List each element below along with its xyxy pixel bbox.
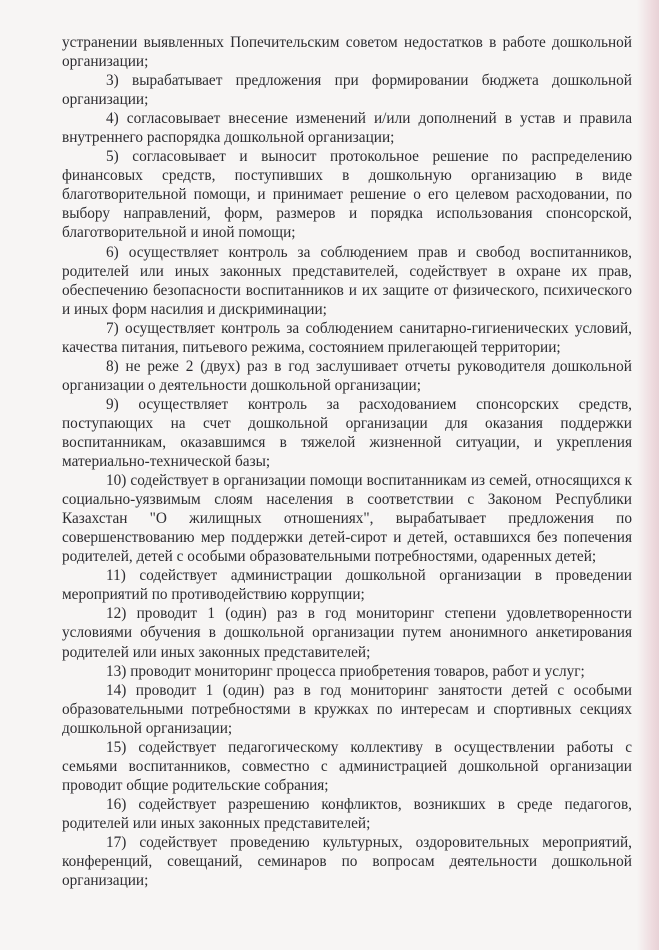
list-item-17: 17) содействует проведению культурных, оздоровительных мероприятий, конференций, совещаний, семинаров по вопросам деятельности дошкольной организации; [62,833,632,890]
list-item-16: 16) содействует разрешению конфликтов, возникших в среде педагогов, родителей или иных законных представителей; [62,795,632,832]
paragraph-continuation: устранении выявленных Попечительским советом недостатков в работе дошкольной организации; [62,34,632,71]
list-item-5: 5) согласовывает и выносит протокольное решение по распределению финансовых средств, поступивших в дошкольную организацию в виде благотворительной помощи, и принимает решение о его целевом расходовании, по выбору направлений, форм, размеров и порядка использования спонсорской, благотворительной и иной помощи; [62,148,632,242]
list-item-11: 11) содействует администрации дошкольной организации в проведении мероприятий по противодействию коррупции; [62,567,632,604]
list-item-10: 10) содействует в организации помощи воспитанникам из семей, относящихся к социально-уязвимым слоям населения в соответствии с Законом Республики Казахстан "О жилищных отношениях", вырабатывает предложения по совершенствованию мер поддержки детей-сирот и детей, оставшихся без попечения родителей, детей с особыми образовательными потребностями, одаренных детей; [62,472,632,566]
document-body [62,33,632,890]
list-item-15: 15) содействует педагогическому коллективу в осуществлении работы с семьями воспитанников, совместно с администрацией дошкольной организации проводит общие родительские собрания; [62,738,632,794]
list-item-9: 9) осуществляет контроль за расходованием спонсорских средств, поступающих на счет дошкольной организации для оказания поддержки воспитанникам, оказавшимся в тяжелой жизненной ситуации, и укрепления материально-технической базы; [62,395,632,471]
list-item-6: 6) осуществляет контроль за соблюдением прав и свобод воспитанников, родителей или иных законных представителей, содействует в охране их прав, обеспечению безопасности воспитанников и их защите от физического, психического и иных форм насилия и дискриминации; [62,243,632,318]
list-item-12: 12) проводит 1 (один) раз в год мониторинг степени удовлетворенности условиями обучения в дошкольной организации путем анонимного анкетирования родителей или иных законных представителей; [62,605,632,661]
page-edge-shadow [637,0,659,950]
list-item-7: 7) осуществляет контроль за соблюдением санитарно-гигиенических условий, качества питания, питьевого режима, состоянием прилегающей территории; [62,319,632,356]
list-item-8: 8) не реже 2 (двух) раз в год заслушивает отчеты руководителя дошкольной организации о деятельности дошкольной организации; [62,357,632,394]
list-item-13: 13) проводит мониторинг процесса приобретения товаров, работ и услуг; [106,662,585,680]
list-item-14: 14) проводит 1 (один) раз в год мониторинг занятости детей с особыми образовательными потребностями в кружках по интересам и спортивных секциях дошкольной организации; [62,681,632,737]
list-item-4: 4) согласовывает внесение изменений и/или дополнений в устав и правила внутреннего распорядка дошкольной организации; [62,110,632,147]
list-item-3: 3) вырабатывает предложения при формировании бюджета дошкольной организации; [62,72,632,109]
